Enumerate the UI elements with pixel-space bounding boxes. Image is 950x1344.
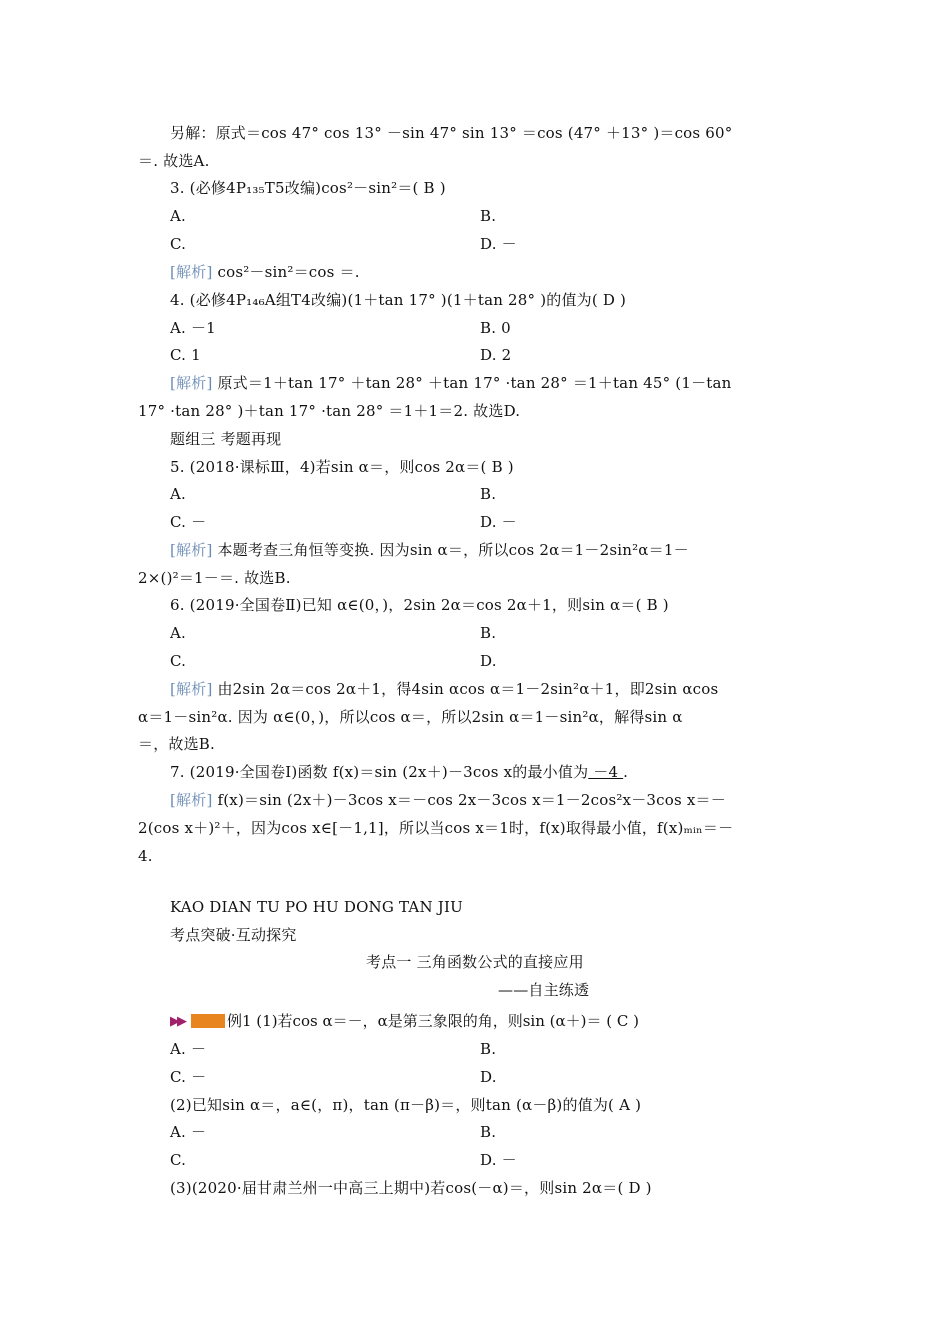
analysis-text: f(x)＝sin (2x＋)－3cos x＝－cos 2x－3cos x＝1－2cos²x－3cos x＝－ [212, 791, 726, 809]
e1-option-d: D. [480, 1068, 497, 1086]
analysis-text: cos²－sin²＝cos ＝. [212, 263, 360, 281]
analysis-tag: [解析] [170, 541, 213, 559]
point-subtitle: ——自主练透 [498, 981, 590, 999]
q3-option-c: C. [170, 235, 187, 253]
example-1-part-2: (2)已知sin α＝，a∈(，π)，tan (π－β)＝，则tan (α－β)的值为( A ) [170, 1096, 642, 1114]
q6-option-c: C. [170, 652, 187, 670]
q5-option-c: C. － [170, 513, 207, 531]
q7-analysis-2: 2(cos x＋)²＋，因为cos x∈[－1,1]，所以当cos x＝1时，f(x)取得最小值，f(x)ₘᵢₙ＝－ [138, 819, 734, 837]
q3-option-d: D. － [480, 235, 517, 253]
example-1-text: 例1 (1)若cos α＝－，α是第三象限的角，则sin (α＋)＝ ( C ) [227, 1012, 639, 1030]
q7-text: 7. (2019·全国卷Ⅰ)函数 f(x)＝sin (2x＋)－3cos x的最小值为 [170, 763, 589, 781]
group-heading: 题组三 考题再现 [170, 430, 282, 448]
q5-analysis [170, 540, 689, 560]
q4-option-c: C. 1 [170, 346, 201, 364]
question-6: 6. (2019·全国卷Ⅱ)已知 α∈(0，)，2sin 2α＝cos 2α＋1，则sin α＝( B ) [170, 596, 669, 614]
q4-option-b: B. 0 [480, 319, 511, 337]
q7-end: . [623, 763, 629, 781]
q7-answer: －4 [588, 763, 624, 781]
section-title: 考点突破·互动探究 [170, 926, 297, 944]
q5-option-d: D. － [480, 513, 517, 531]
q6-option-d: D. [480, 652, 497, 670]
section-pinyin: KAO DIAN TU PO HU DONG TAN JIU [170, 898, 463, 916]
analysis-tag: [解析] [170, 263, 213, 281]
q7-analysis-3: 4. [138, 847, 153, 865]
question-5: 5. (2018·课标Ⅲ，4)若sin α＝，则cos 2α＝( B ) [170, 458, 514, 476]
q6-analysis [170, 679, 718, 699]
alt-solution-line-2: ＝. 故选A. [138, 152, 210, 170]
analysis-tag: [解析] [170, 791, 213, 809]
q5-option-a: A. [170, 485, 187, 503]
analysis-text: 原式＝1＋tan 17° ＋tan 28° ＋tan 17° ·tan 28° ＝1＋tan 45° (1－tan [212, 374, 732, 392]
e2-option-c: C. [170, 1151, 187, 1169]
question-7 [170, 762, 628, 782]
analysis-tag: [解析] [170, 680, 213, 698]
example-1-part-3: (3)(2020·届甘肃兰州一中高三上期中)若cos(－α)＝，则sin 2α＝( D ) [170, 1179, 652, 1197]
e1-option-c: C. － [170, 1068, 207, 1086]
analysis-text: 由2sin 2α＝cos 2α＋1，得4sin αcos α＝1－2sin²α＋1，即2sin αcos [212, 680, 719, 698]
q7-analysis [170, 790, 726, 810]
double-arrow-icon: ▶▶ [170, 1013, 184, 1029]
e2-option-a: A. － [170, 1123, 207, 1141]
example-marker-icon [191, 1014, 225, 1028]
e2-option-b: B. [480, 1123, 497, 1141]
q3-option-b: B. [480, 207, 497, 225]
analysis-text: 本题考查三角恒等变换. 因为sin α＝，所以cos 2α＝1－2sin²α＝1－ [212, 541, 689, 559]
e1-option-b: B. [480, 1040, 497, 1058]
q5-analysis-2: 2×()²＝1－＝. 故选B. [138, 569, 291, 587]
q6-analysis-2: α＝1－sin²α. 因为 α∈(0，)，所以cos α＝，所以2sin α＝1－sin²α，解得sin α [138, 708, 683, 726]
q3-analysis [170, 262, 360, 282]
q6-analysis-3: ＝，故选B. [138, 735, 215, 753]
e2-option-d: D. － [480, 1151, 517, 1169]
analysis-tag: [解析] [170, 374, 213, 392]
e1-option-a: A. － [170, 1040, 207, 1058]
q4-analysis-2: 17° ·tan 28° )＋tan 17° ·tan 28° ＝1＋1＝2. 故选D. [138, 402, 521, 420]
point-title: 考点一 三角函数公式的直接应用 [366, 953, 584, 971]
q6-option-b: B. [480, 624, 497, 642]
q4-analysis [170, 373, 732, 393]
q4-option-a: A. －1 [170, 319, 216, 337]
example-1 [170, 1011, 639, 1031]
q4-option-d: D. 2 [480, 346, 512, 364]
alt-solution-line: 另解：原式＝cos 47° cos 13° －sin 47° sin 13° ＝cos (47° ＋13° )＝cos 60° [170, 124, 733, 142]
question-3: 3. (必修4P₁₃₅T5改编)cos²－sin²＝( B ) [170, 179, 446, 197]
q5-option-b: B. [480, 485, 497, 503]
q6-option-a: A. [170, 624, 187, 642]
q3-option-a: A. [170, 207, 187, 225]
question-4: 4. (必修4P₁₄₆A组T4改编)(1＋tan 17° )(1＋tan 28° )的值为( D ) [170, 291, 627, 309]
